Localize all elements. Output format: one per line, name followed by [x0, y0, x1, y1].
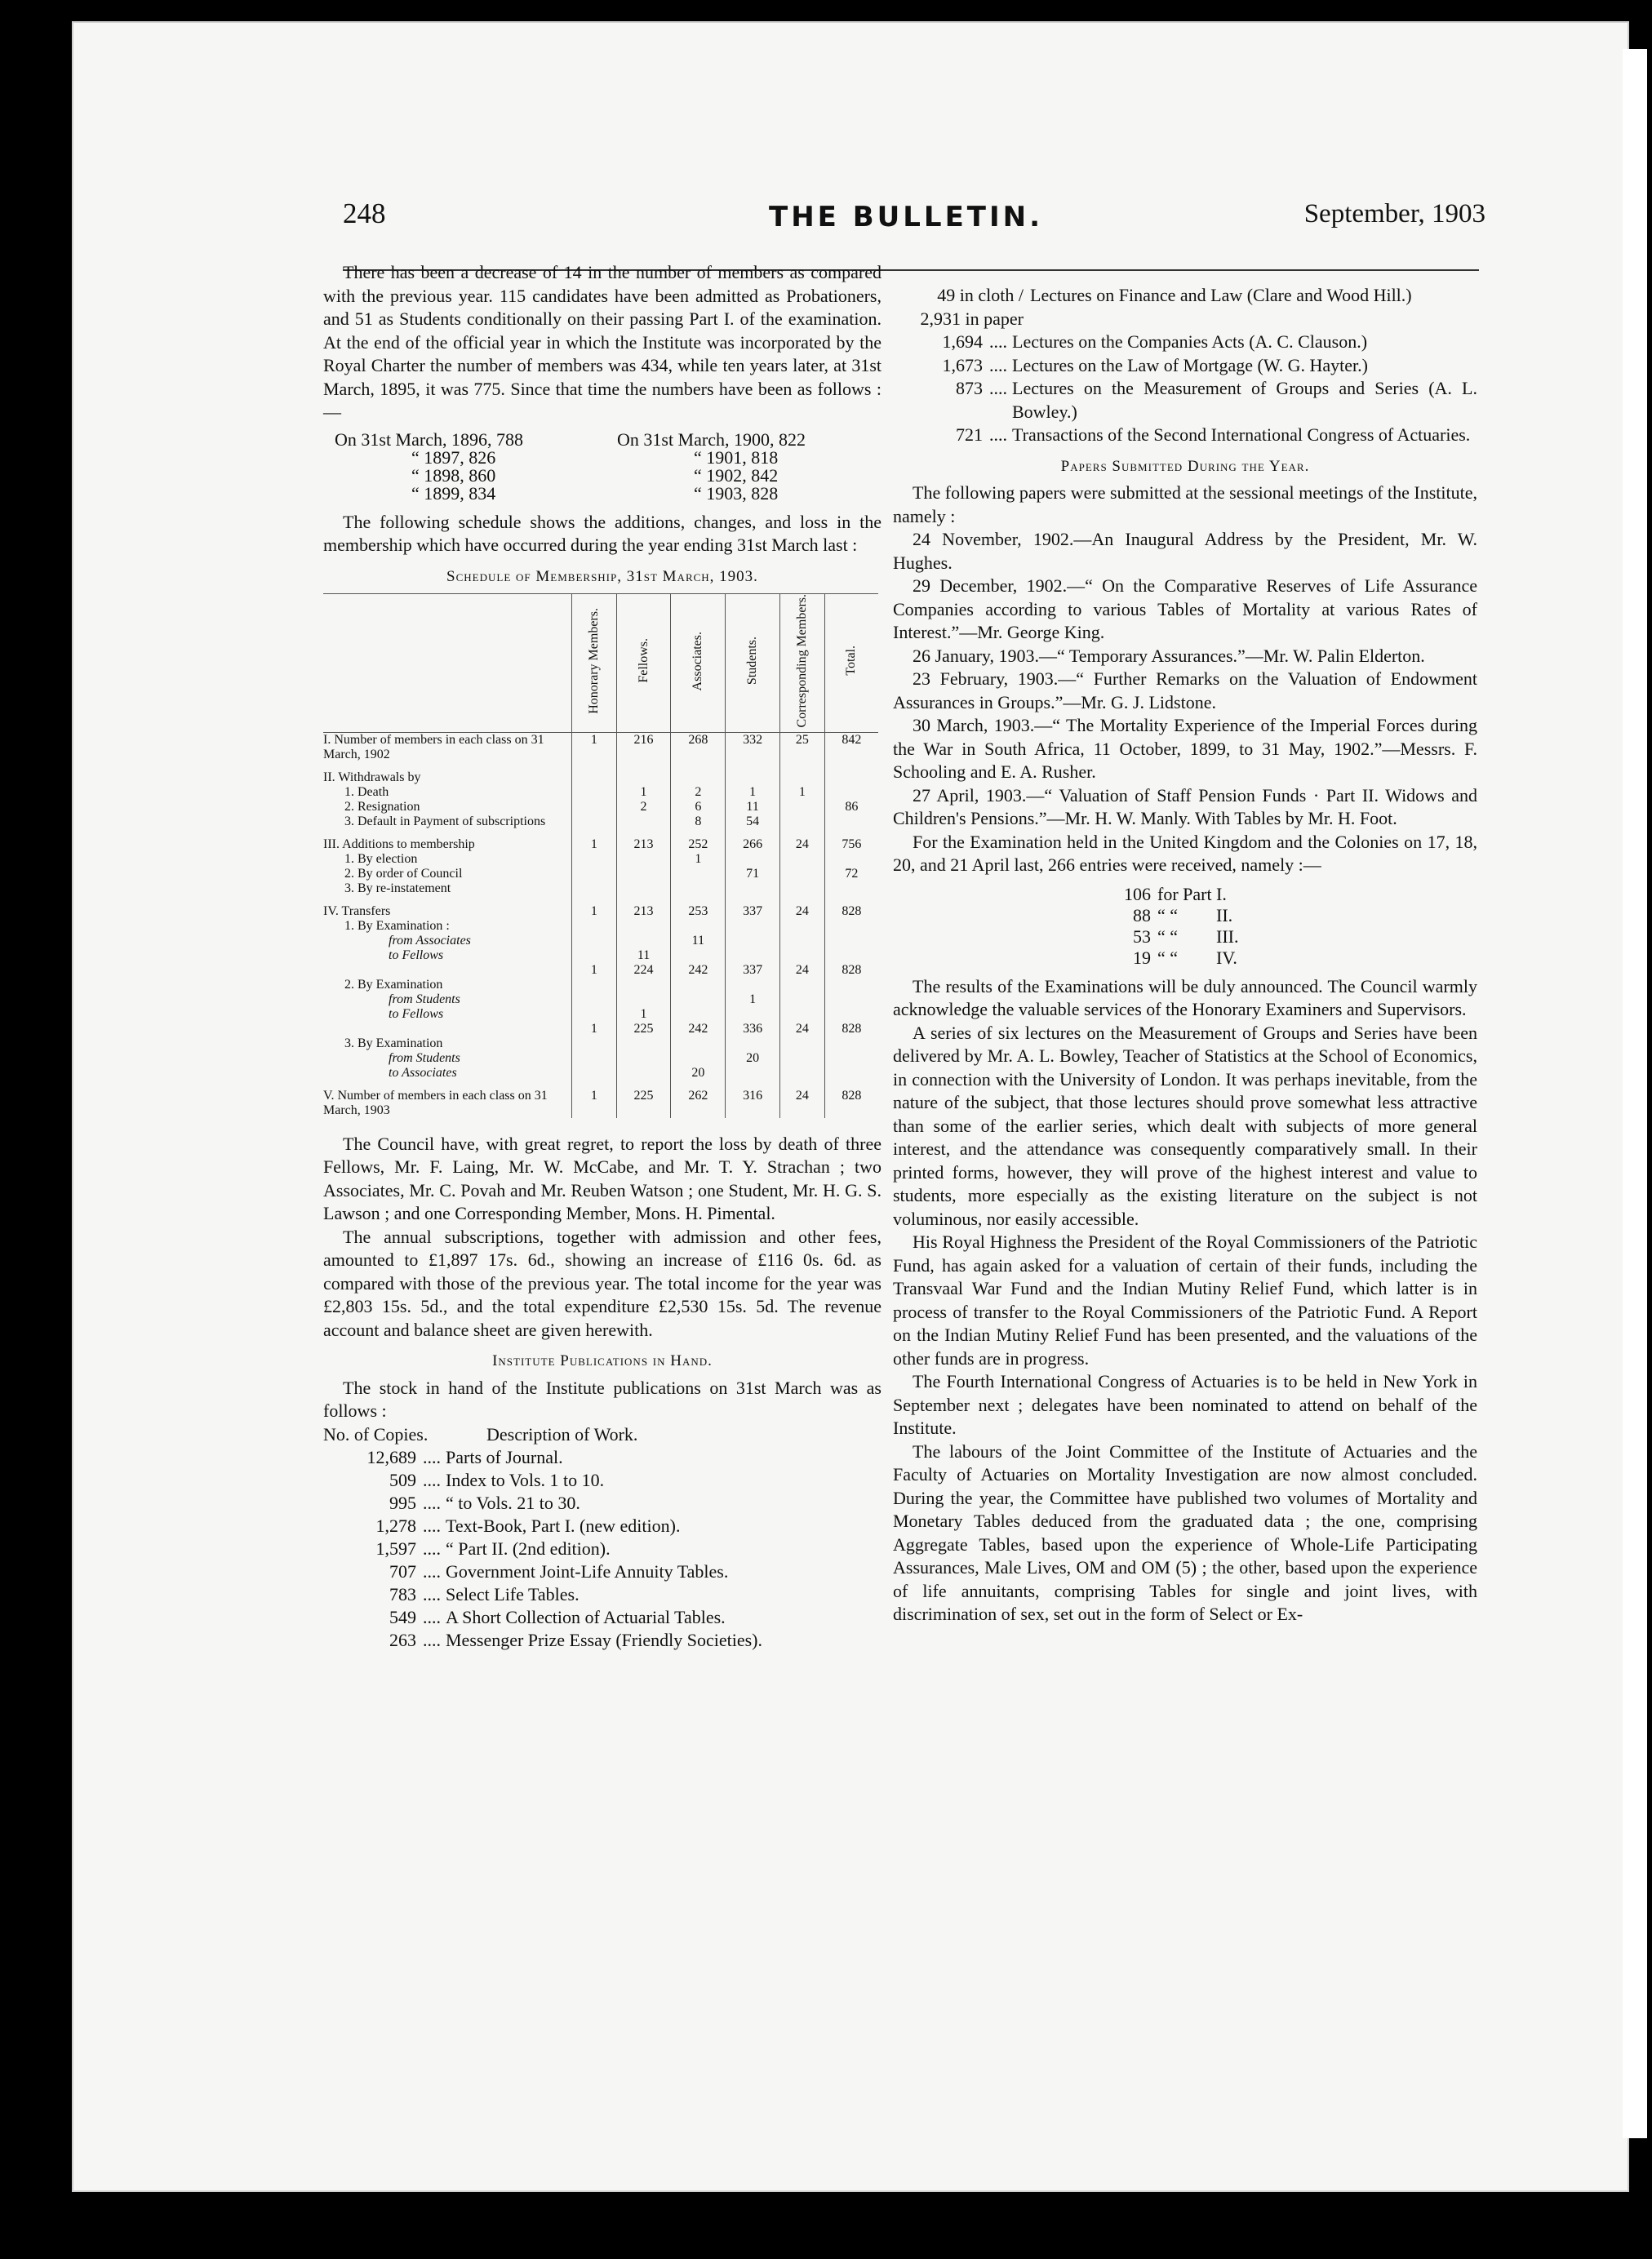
table-row — [323, 1051, 878, 1066]
membership-dates — [335, 428, 882, 504]
table-cell: 213 — [616, 829, 671, 852]
stock-copies: 783 — [389, 1583, 416, 1604]
table-cell: 11 — [726, 800, 780, 814]
congress-paragraph: The Fourth International Congress of Actuaries is to be held in New York in September next ; delegates have been nominated to attend on behalf of the Institute. — [893, 1371, 1477, 1438]
table-cell: 242 — [671, 1022, 726, 1036]
stock-copies: 707 — [389, 1560, 416, 1582]
row-label — [323, 1022, 572, 1036]
exam-row: 106 for Part I. — [1124, 883, 1227, 904]
table-cell — [616, 978, 671, 992]
table-cell: 71 — [726, 867, 780, 881]
loss-paragraph: The Council have, with great regret, to report the loss by death of three Fellows, Mr. F. Laing, Mr. W. McCabe, and Mr. T. Y. Strachan ; two Associates, Mr. C. Povah and Mr. Reuben Watson ; one Student, Mr. H. G. S. Lawson ; and one Corresponding Member, Mons. H. Pimental. — [323, 1133, 882, 1224]
table-cell — [824, 948, 878, 963]
table-cell: 262 — [671, 1081, 726, 1118]
table-cell: 337 — [726, 896, 780, 919]
stock-description: Government Joint-Life Annuity Tables. — [446, 1560, 729, 1582]
papers-intro: The following papers were submitted at the sessional meetings of the Institute, namely : — [893, 482, 1477, 526]
table-cell — [616, 852, 671, 867]
stock-item: 12,689 .... Parts of Journal. — [323, 1446, 882, 1469]
table-cell — [780, 881, 825, 896]
table-row — [323, 992, 878, 1007]
table-cell: 6 — [671, 800, 726, 814]
table-cell — [671, 1007, 726, 1022]
table-cell — [824, 1051, 878, 1066]
table-cell: 1 — [616, 1007, 671, 1022]
table-cell: 316 — [726, 1081, 780, 1118]
table-row — [323, 1081, 878, 1118]
table-cell — [726, 1036, 780, 1051]
row-label: II. Withdrawals by — [323, 770, 421, 784]
row-label: to Fellows — [389, 948, 444, 962]
table-cell — [824, 1036, 878, 1051]
table-cell: 86 — [824, 800, 878, 814]
table-cell: 253 — [671, 896, 726, 919]
table-cell — [572, 1051, 617, 1066]
table-cell: 1 — [726, 992, 780, 1007]
table-cell: 24 — [780, 829, 825, 852]
table-cell: 2 — [616, 800, 671, 814]
table-cell — [671, 992, 726, 1007]
table-cell: 252 — [671, 829, 726, 852]
table-cell — [824, 762, 878, 785]
table-row — [323, 896, 878, 919]
table-cell — [616, 992, 671, 1007]
date-entry: On 31st March, 1896, 788 — [335, 428, 523, 450]
table-row — [323, 762, 878, 785]
stock-copies: 995 — [389, 1492, 416, 1513]
table-cell: 20 — [726, 1051, 780, 1066]
table-row — [323, 852, 878, 867]
stock-header: No. of Copies. Description of Work. — [323, 1423, 638, 1445]
table-cell: 54 — [726, 814, 780, 829]
table-cell: 268 — [671, 732, 726, 762]
stock-description: Transactions of the Second International Congress of Actuaries. — [1012, 424, 1471, 445]
table-cell: 1 — [572, 1081, 617, 1118]
subscriptions-paragraph: The annual subscriptions, together with admission and other fees, amounted to £1,897 17s. 6d., showing an increase of £116 0s. 6d. as compared with those of the previous year. The total income for the year was £2,803 15s. 5d., and the total expenditure £2,530 15s. 5d. The revenue account and balance sheet are given herewith. — [323, 1226, 882, 1340]
table-cell — [572, 1066, 617, 1081]
col-header: Corresponding Members. — [780, 594, 825, 733]
left-column — [323, 261, 882, 1652]
row-label: III. Additions to membership — [323, 837, 475, 851]
row-label: 2. Resignation — [344, 799, 420, 814]
table-cell — [671, 1036, 726, 1051]
table-cell — [780, 762, 825, 785]
table-cell — [671, 881, 726, 896]
table-row — [323, 1036, 878, 1051]
table-row — [323, 1066, 878, 1081]
table-row — [323, 1022, 878, 1036]
paper-entry: 30 March, 1903.—“ The Mortality Experience of the Imperial Forces during the War in South Africa, 11 October, 1899, to 31 May, 1902.”—Messrs. F. Schooling and E. A. Rusher. — [893, 715, 1477, 782]
lectures-stock-list — [893, 284, 1477, 447]
table-cell — [780, 919, 825, 934]
row-label — [323, 963, 572, 978]
table-cell — [671, 1051, 726, 1066]
table-cell — [616, 814, 671, 829]
table-row — [323, 732, 878, 762]
stock-item: 995 .... “ to Vols. 21 to 30. — [323, 1492, 882, 1515]
stock-list — [323, 1423, 882, 1652]
table-row — [323, 881, 878, 896]
table-cell — [726, 762, 780, 785]
table-cell — [780, 867, 825, 881]
exam-row: 53 “ “ III. — [1133, 925, 1239, 947]
row-label: to Fellows — [389, 1006, 444, 1021]
table-cell — [780, 934, 825, 948]
table-cell: 72 — [824, 867, 878, 881]
table-cell — [616, 881, 671, 896]
table-cell — [671, 978, 726, 992]
table-cell — [824, 881, 878, 896]
date-entry: “ 1901, 818 — [694, 446, 779, 468]
stock-copies: 12,689 — [366, 1446, 416, 1467]
schedule-intro: The following schedule shows the additions, changes, and loss in the membership which have occurred during the year ending 31st March last : — [323, 511, 882, 555]
table-cell — [726, 978, 780, 992]
stock-copies: 509 — [389, 1469, 416, 1490]
table-cell: 24 — [780, 1081, 825, 1118]
stock-description: “ Part II. (2nd edition). — [446, 1538, 611, 1559]
stock-item: 549 .... A Short Collection of Actuarial Tables. — [323, 1606, 882, 1629]
table-cell: 24 — [780, 896, 825, 919]
stock-item: 1,597 .... “ Part II. (2nd edition). — [323, 1538, 882, 1560]
intro-paragraph: There has been a decrease of 14 in the number of members as compared with the previous year. 115 candidates have been admitted as Probationers, and 51 as Students conditionally on their passing Part I. of the examination. At the end of the official year in which the Institute was incorporated by the Royal Charter the number of members was 434, while ten years later, at 31st March, 1895, it was 775. Since that time the numbers have been as follows :— — [323, 262, 882, 422]
table-cell: 332 — [726, 732, 780, 762]
table-row — [323, 867, 878, 881]
journal-title: THE BULLETIN. — [769, 201, 1044, 233]
stock-copies: 549 — [389, 1606, 416, 1627]
date-entry: “ 1902, 842 — [694, 464, 779, 486]
table-cell: 828 — [824, 963, 878, 978]
table-cell: 8 — [671, 814, 726, 829]
table-cell — [572, 881, 617, 896]
table-cell — [726, 1066, 780, 1081]
table-cell — [726, 852, 780, 867]
table-cell — [780, 992, 825, 1007]
row-label: 1. By election — [344, 851, 418, 866]
row-label: 2. By Examination — [344, 977, 443, 992]
table-cell — [780, 800, 825, 814]
stock-copies: 873 — [956, 378, 983, 398]
date-entry: “ 1903, 828 — [694, 482, 779, 504]
table-cell — [780, 814, 825, 829]
table-cell: 24 — [780, 1022, 825, 1036]
stock-description: Lectures on the Measurement of Groups and Series (A. L. Bowley.) — [1012, 378, 1477, 422]
results-paragraph: The results of the Examinations will be duly announced. The Council warmly acknowledge the valuable services of the Honorary Examiners and Supervisors. — [893, 975, 1477, 1019]
exam-entries — [1121, 884, 1477, 969]
publications-title: Institute Publications in Hand. — [492, 1352, 713, 1370]
table-row — [323, 934, 878, 948]
table-cell — [726, 919, 780, 934]
table-cell — [824, 919, 878, 934]
row-label: V. Number of members in each class on 31 March, 1903 — [323, 1088, 548, 1117]
table-row — [323, 800, 878, 814]
table-cell: 1 — [572, 1022, 617, 1036]
stock-description: Lectures on Finance and Law (Clare and Wood Hill.) — [1030, 285, 1412, 305]
row-label: from Associates — [389, 933, 471, 948]
table-cell — [572, 919, 617, 934]
table-cell — [780, 978, 825, 992]
stock-copies: 1,694 — [942, 331, 983, 352]
paper-entry: 23 February, 1903.—“ Further Remarks on the Valuation of Endowment Assurances in Groups.”—Mr. G. J. Lidstone. — [893, 668, 1477, 712]
row-label: I. Number of members in each class on 31 March, 1902 — [323, 732, 544, 761]
table-cell — [616, 1066, 671, 1081]
stock-item: 1,673 .... Lectures on the Law of Mortgage (W. G. Hayter.) — [893, 354, 1477, 378]
table-cell: 242 — [671, 963, 726, 978]
date-entry: “ 1899, 834 — [411, 482, 496, 504]
table-cell — [780, 948, 825, 963]
stock-copies: 49 in cloth / 2,931 in paper — [920, 285, 1024, 329]
table-cell: 828 — [824, 1022, 878, 1036]
row-label: 2. By order of Council — [344, 866, 463, 881]
table-cell — [572, 800, 617, 814]
table-cell: 1 — [572, 963, 617, 978]
table-cell — [616, 934, 671, 948]
row-label: from Students — [389, 1050, 460, 1065]
table-cell — [780, 1036, 825, 1051]
table-cell: 1 — [616, 785, 671, 800]
table-cell: 1 — [671, 852, 726, 867]
row-label: 1. By Examination : — [344, 918, 450, 933]
stock-item: 707 .... Government Joint-Life Annuity Tables. — [323, 1560, 882, 1583]
table-cell — [572, 762, 617, 785]
table-row — [323, 829, 878, 852]
stock-item: 509 .... Index to Vols. 1 to 10. — [323, 1469, 882, 1492]
table-cell: 213 — [616, 896, 671, 919]
patriotic-fund-paragraph: His Royal Highness the President of the Royal Commissioners of the Patriotic Fund, has again asked for a valuation of certain of their funds, including the Transvaal War Fund and the Indian Mutiny Relief Fund, which latter is in process of transfer to the Royal Commissioners of the Patriotic Fund. A Report on the Indian Mutiny Relief Fund has been presented, and the valuations of the other funds are in progress. — [893, 1232, 1477, 1369]
right-column — [893, 284, 1477, 1627]
table-cell: 224 — [616, 963, 671, 978]
date-entry: On 31st March, 1900, 822 — [617, 428, 806, 450]
row-label: to Associates — [389, 1065, 457, 1080]
table-cell — [616, 919, 671, 934]
table-cell — [671, 948, 726, 963]
joint-committee-paragraph: The labours of the Joint Committee of the Institute of Actuaries and the Faculty of Actuaries on Mortality Investigation are now almost concluded. During the year, the Committee have published two volumes of Mortality and Monetary Tables deduced from the graduated data ; the one, comprising Aggregate Tables, based upon the experience of Whole-Life Participating Assurances, Male Lives, OM and OM (5) ; the other, based upon the experience of life annuitants, comprising Tables for single and joint lives, with discrimination of sex, set out in the form of Select or Ex- — [893, 1440, 1477, 1624]
table-cell — [616, 762, 671, 785]
stock-copies: 1,597 — [375, 1538, 416, 1559]
table-cell: 1 — [572, 829, 617, 852]
stock-description: Text-Book, Part I. (new edition). — [446, 1515, 681, 1536]
table-cell — [616, 867, 671, 881]
table-cell — [824, 992, 878, 1007]
stock-description: Parts of Journal. — [446, 1446, 563, 1467]
col-header: Students. — [726, 594, 780, 733]
table-cell — [671, 919, 726, 934]
table-cell: 266 — [726, 829, 780, 852]
table-row — [323, 948, 878, 963]
table-cell — [824, 1007, 878, 1022]
date-entry: “ 1897, 826 — [411, 446, 496, 468]
table-cell — [572, 867, 617, 881]
table-cell — [726, 934, 780, 948]
table-cell — [726, 881, 780, 896]
table-cell: 25 — [780, 732, 825, 762]
stock-description: A Short Collection of Actuarial Tables. — [446, 1606, 726, 1627]
table-cell — [824, 814, 878, 829]
schedule-title: Schedule of Membership, 31st March, 1903. — [446, 567, 758, 585]
col-header: Associates. — [671, 594, 726, 733]
table-cell: 2 — [671, 785, 726, 800]
table-cell — [572, 852, 617, 867]
table-cell: 828 — [824, 896, 878, 919]
stock-item: 1,278 .... Text-Book, Part I. (new edition). — [323, 1515, 882, 1538]
table-row — [323, 785, 878, 800]
table-cell: 842 — [824, 732, 878, 762]
stock-copies: 1,278 — [375, 1515, 416, 1536]
table-cell — [616, 1051, 671, 1066]
table-cell — [726, 948, 780, 963]
exam-row: 19 “ “ IV. — [1133, 947, 1237, 968]
table-cell: 216 — [616, 732, 671, 762]
paper-entry: 26 January, 1903.—“ Temporary Assurances.”—Mr. W. Palin Elderton. — [913, 645, 1425, 666]
table-cell: 20 — [671, 1066, 726, 1081]
exam-row: 88 “ “ II. — [1133, 904, 1233, 925]
row-label: 1. Death — [344, 784, 389, 799]
publications-intro: The stock in hand of the Institute publications on 31st March was as follows : — [323, 1377, 882, 1422]
membership-schedule-table — [323, 593, 878, 1118]
table-cell: 11 — [671, 934, 726, 948]
table-cell — [780, 852, 825, 867]
table-cell — [726, 1007, 780, 1022]
stock-item: 783 .... Select Life Tables. — [323, 1583, 882, 1606]
row-label: 3. By Examination — [344, 1036, 443, 1050]
stock-item: 873 .... Lectures on the Measurement of Groups and Series (A. L. Bowley.) — [893, 377, 1477, 424]
running-header — [343, 196, 1485, 253]
exam-paragraph: For the Examination held in the United Kingdom and the Colonies on 17, 18, 20, and 21 April last, 266 entries were received, namely :— — [893, 831, 1477, 875]
table-cell — [780, 1051, 825, 1066]
row-label: IV. Transfers — [323, 903, 391, 918]
table-row — [323, 963, 878, 978]
col-header: Total. — [824, 594, 878, 733]
stock-copies: 721 — [956, 424, 983, 445]
lectures-paragraph: A series of six lectures on the Measurement of Groups and Series have been delivered by Mr. A. L. Bowley, Teacher of Statistics at the School of Economics, in connection with the University of London. It was perhaps inevitable, from the nature of the subject, that those lectures should prove somewhat less attractive than some of the earlier series, which dealt with subjects of more general interest, and the attendance was consequently comparatively small. In their printed forms, however, they will prove of the highest interest and value to students, more especially as the existing literature on the subject is not voluminous, nor easily accessible. — [893, 1022, 1477, 1229]
stock-description: Messenger Prize Essay (Friendly Societies). — [446, 1629, 762, 1650]
table-cell — [616, 1036, 671, 1051]
paper-entry: 24 November, 1902.—An Inaugural Address by the President, Mr. W. Hughes. — [893, 529, 1477, 573]
table-cell — [824, 1066, 878, 1081]
table-row — [323, 814, 878, 829]
table-cell — [671, 867, 726, 881]
table-cell: 225 — [616, 1081, 671, 1118]
table-cell: 11 — [616, 948, 671, 963]
stock-description: Lectures on the Law of Mortgage (W. G. Hayter.) — [1012, 354, 1368, 375]
table-cell — [572, 1007, 617, 1022]
paper-entry: 29 December, 1902.—“ On the Comparative Reserves of Life Assurance Companies according to various Tables of Mortality at various Rates of Interest.”—Mr. George King. — [893, 575, 1477, 642]
stock-item — [893, 284, 1477, 331]
table-cell — [572, 785, 617, 800]
table-cell: 1 — [780, 785, 825, 800]
table-cell — [572, 992, 617, 1007]
stock-description: Select Life Tables. — [446, 1583, 580, 1604]
paper-entry: 27 April, 1903.—“ Valuation of Staff Pension Funds · Part II. Widows and Children's Pensions.”—Mr. H. W. Manly. With Tables by Mr. H. Foot. — [893, 784, 1477, 828]
table-cell — [780, 1066, 825, 1081]
table-cell: 24 — [780, 963, 825, 978]
table-cell: 1 — [572, 896, 617, 919]
table-cell — [572, 948, 617, 963]
stock-description: Lectures on the Companies Acts (A. C. Clauson.) — [1012, 331, 1368, 352]
table-cell: 225 — [616, 1022, 671, 1036]
table-cell: 756 — [824, 829, 878, 852]
row-label: from Students — [389, 992, 460, 1006]
stock-item: 721 .... Transactions of the Second International Congress of Actuaries. — [893, 424, 1477, 447]
col-header: Honorary Members. — [572, 594, 617, 733]
table-cell: 828 — [824, 1081, 878, 1118]
table-cell — [824, 852, 878, 867]
table-cell — [780, 1007, 825, 1022]
stock-description: “ to Vols. 21 to 30. — [446, 1492, 580, 1513]
table-cell — [572, 978, 617, 992]
date-entry: “ 1898, 860 — [411, 464, 496, 486]
table-cell — [572, 814, 617, 829]
table-cell — [572, 1036, 617, 1051]
papers-title: Papers Submitted During the Year. — [1060, 457, 1310, 475]
stock-copies: 1,673 — [942, 354, 983, 375]
table-cell — [824, 934, 878, 948]
page-number: 248 — [343, 197, 386, 229]
col-header: Fellows. — [616, 594, 671, 733]
table-row — [323, 919, 878, 934]
papers-list — [893, 528, 1477, 831]
table-row — [323, 1007, 878, 1022]
issue-date: September, 1903 — [1303, 199, 1485, 229]
row-label: 3. By re-instatement — [344, 881, 451, 895]
stock-item: 263 .... Messenger Prize Essay (Friendly Societies). — [323, 1629, 882, 1652]
row-label: 3. Default in Payment of subscriptions — [344, 814, 546, 828]
page-edge — [1623, 49, 1647, 2138]
table-cell: 1 — [572, 732, 617, 762]
stock-description: Index to Vols. 1 to 10. — [446, 1469, 605, 1490]
table-cell — [671, 762, 726, 785]
table-cell — [824, 785, 878, 800]
table-row — [323, 978, 878, 992]
table-cell: 336 — [726, 1022, 780, 1036]
table-cell — [824, 978, 878, 992]
stock-item: 1,694 .... Lectures on the Companies Acts (A. C. Clauson.) — [893, 331, 1477, 354]
table-cell: 1 — [726, 785, 780, 800]
table-cell: 337 — [726, 963, 780, 978]
table-cell — [572, 934, 617, 948]
stock-copies: 263 — [389, 1629, 416, 1650]
